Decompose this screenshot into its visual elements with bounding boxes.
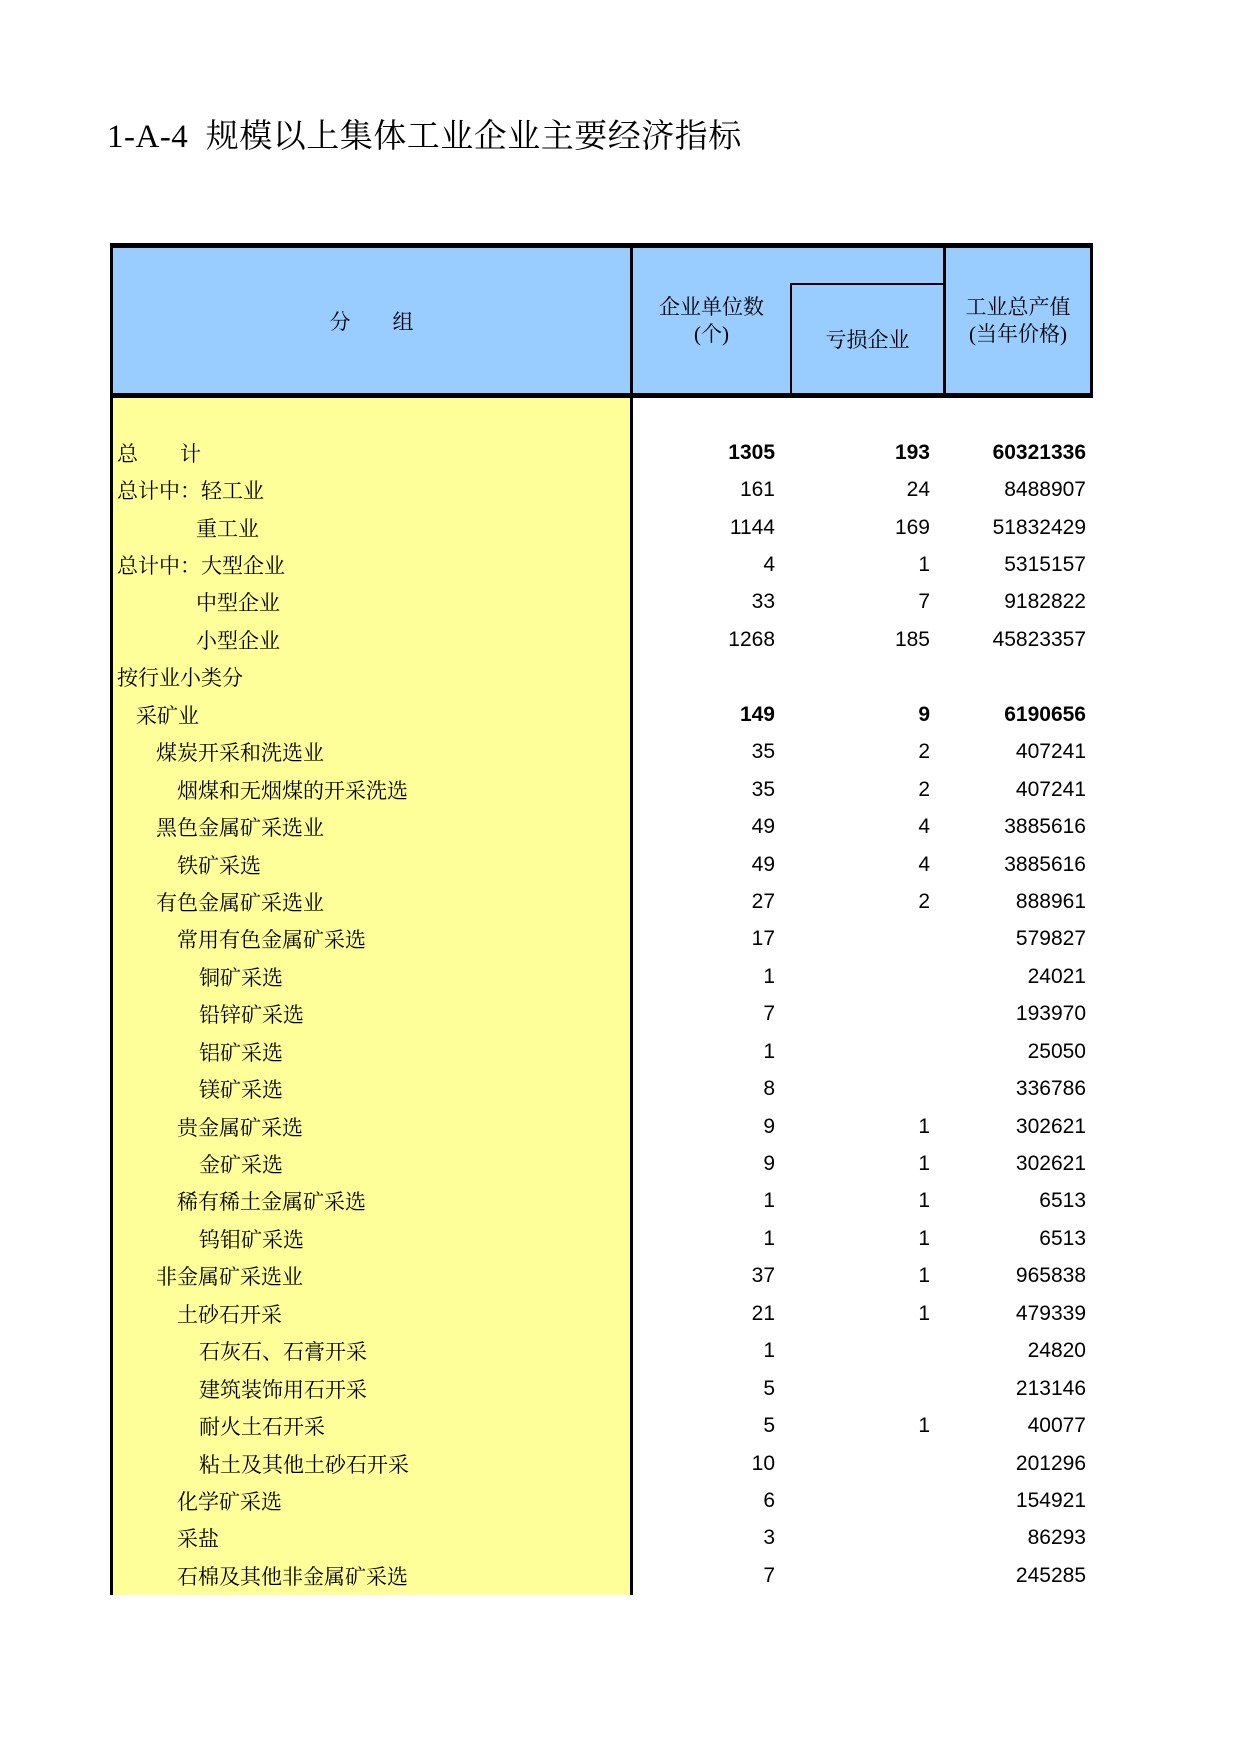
row-label: 黑色金属矿采选业 [113, 808, 633, 845]
value-gross-output: 302621 [1015, 1152, 1086, 1176]
value-gross-output: 6513 [1039, 1189, 1086, 1213]
value-loss-enterprises: 7 [918, 590, 930, 614]
value-gross-output: 9182822 [1004, 590, 1086, 614]
header-gross-output-line2: (当年价格) [969, 321, 1067, 346]
value-enterprise-count: 35 [751, 740, 775, 764]
table-row [113, 546, 1093, 583]
row-label: 重工业 [113, 509, 633, 546]
value-enterprise-count: 8 [763, 1077, 775, 1101]
value-enterprise-count: 21 [751, 1301, 775, 1325]
row-label: 采盐 [113, 1520, 633, 1557]
value-gross-output: 965838 [1015, 1264, 1086, 1288]
value-gross-output: 579827 [1015, 927, 1086, 951]
row-label: 总 计 [113, 434, 633, 471]
header-loss-enterprises: 亏损企业 [790, 283, 943, 393]
row-label: 建筑装饰用石开采 [113, 1370, 633, 1407]
row-label: 金矿采选 [113, 1145, 633, 1182]
value-gross-output: 245285 [1015, 1563, 1086, 1587]
table-row [113, 1370, 1093, 1407]
table-row [113, 1333, 1093, 1370]
value-loss-enterprises: 2 [918, 740, 930, 764]
value-loss-enterprises: 1 [918, 1226, 930, 1250]
spacer-row [113, 398, 1093, 434]
value-loss-enterprises: 4 [918, 852, 930, 876]
row-label: 石灰石、石膏开采 [113, 1333, 633, 1370]
value-gross-output: 213146 [1015, 1376, 1086, 1400]
value-enterprise-count: 9 [763, 1152, 775, 1176]
table-row [113, 958, 1093, 995]
value-loss-enterprises: 1 [918, 1152, 930, 1176]
value-enterprise-count: 5 [763, 1414, 775, 1438]
value-gross-output: 336786 [1015, 1077, 1086, 1101]
table-row [113, 1220, 1093, 1257]
table-row [113, 659, 1093, 696]
value-gross-output: 302621 [1015, 1114, 1086, 1138]
table-row [113, 921, 1093, 958]
value-gross-output: 6190656 [1004, 702, 1086, 726]
value-gross-output: 3885616 [1004, 815, 1086, 839]
header-gross-output [946, 248, 1090, 393]
row-label: 化学矿采选 [113, 1482, 633, 1519]
value-gross-output: 888961 [1015, 889, 1086, 913]
value-gross-output: 193970 [1015, 1002, 1086, 1026]
row-label: 耐火土石开采 [113, 1407, 633, 1444]
row-label: 小型企业 [113, 621, 633, 658]
table-header [110, 243, 1093, 398]
row-label: 稀有稀土金属矿采选 [113, 1183, 633, 1220]
table-row [113, 1258, 1093, 1295]
value-gross-output: 8488907 [1004, 478, 1086, 502]
value-gross-output: 479339 [1015, 1301, 1086, 1325]
table-body [110, 398, 1093, 1595]
value-gross-output: 6513 [1039, 1226, 1086, 1250]
value-enterprise-count: 4 [763, 553, 775, 577]
value-gross-output: 60321336 [992, 440, 1086, 464]
row-label [113, 398, 633, 434]
value-enterprise-count: 5 [763, 1376, 775, 1400]
value-loss-enterprises: 185 [894, 627, 930, 651]
value-loss-enterprises: 1 [918, 1301, 930, 1325]
header-enterprise-count-line2: (个) [694, 321, 729, 346]
value-loss-enterprises: 1 [918, 1414, 930, 1438]
value-enterprise-count: 149 [739, 702, 775, 726]
row-label: 铁矿采选 [113, 846, 633, 883]
value-gross-output: 40077 [1027, 1414, 1086, 1438]
table-row [113, 883, 1093, 920]
table-row [113, 1407, 1093, 1444]
value-enterprise-count: 1 [763, 1339, 775, 1363]
value-enterprise-count: 9 [763, 1114, 775, 1138]
value-loss-enterprises: 1 [918, 1264, 930, 1288]
value-enterprise-count: 33 [751, 590, 775, 614]
table-row [113, 471, 1093, 508]
table-row [113, 434, 1093, 471]
value-enterprise-count: 7 [763, 1563, 775, 1587]
value-gross-output: 24021 [1027, 964, 1086, 988]
value-enterprise-count: 1144 [729, 515, 775, 539]
row-label: 非金属矿采选业 [113, 1258, 633, 1295]
value-gross-output: 201296 [1015, 1451, 1086, 1475]
value-enterprise-count: 1 [763, 1189, 775, 1213]
value-gross-output: 86293 [1027, 1526, 1086, 1550]
value-enterprise-count: 35 [751, 777, 775, 801]
row-label: 烟煤和无烟煤的开采洗选 [113, 771, 633, 808]
row-label: 土砂石开采 [113, 1295, 633, 1332]
table-row [113, 621, 1093, 658]
value-enterprise-count: 17 [751, 927, 775, 951]
value-loss-enterprises: 24 [906, 478, 930, 502]
table-row [113, 1557, 1093, 1594]
row-label: 采矿业 [113, 696, 633, 733]
value-enterprise-count: 1 [763, 964, 775, 988]
value-loss-enterprises: 9 [918, 702, 930, 726]
value-loss-enterprises: 2 [918, 777, 930, 801]
table-row [113, 996, 1093, 1033]
table-row [113, 696, 1093, 733]
value-loss-enterprises: 4 [918, 815, 930, 839]
row-label: 铝矿采选 [113, 1033, 633, 1070]
value-gross-output: 407241 [1015, 777, 1086, 801]
row-label: 按行业小类分 [113, 659, 633, 696]
value-gross-output: 407241 [1015, 740, 1086, 764]
table-row [113, 808, 1093, 845]
value-gross-output: 5315157 [1004, 553, 1086, 577]
header-enterprise-count-cell [633, 248, 946, 393]
value-enterprise-count: 1 [763, 1039, 775, 1063]
value-gross-output: 45823357 [992, 627, 1086, 651]
table-row [113, 1033, 1093, 1070]
row-label: 煤炭开采和洗选业 [113, 734, 633, 771]
row-label: 铅锌矿采选 [113, 996, 633, 1033]
value-loss-enterprises: 169 [894, 515, 930, 539]
row-label: 有色金属矿采选业 [113, 883, 633, 920]
value-enterprise-count: 1 [763, 1226, 775, 1250]
row-label: 总计中：轻工业 [113, 471, 633, 508]
value-enterprise-count: 161 [739, 478, 775, 502]
value-loss-enterprises: 1 [918, 1189, 930, 1213]
table-row [113, 846, 1093, 883]
header-gross-output-line1: 工业总产值 [965, 294, 1071, 319]
table-row [113, 1145, 1093, 1182]
table-row [113, 734, 1093, 771]
value-loss-enterprises: 193 [894, 440, 930, 464]
value-gross-output: 25050 [1027, 1039, 1086, 1063]
table-row [113, 771, 1093, 808]
table-row [113, 1482, 1093, 1519]
row-label: 铜矿采选 [113, 958, 633, 995]
table-row [113, 1445, 1093, 1482]
value-loss-enterprises: 1 [918, 1114, 930, 1138]
header-enterprise-count [633, 248, 790, 393]
value-gross-output: 51832429 [992, 515, 1086, 539]
table-row [113, 1183, 1093, 1220]
table-row [113, 584, 1093, 621]
value-gross-output: 24820 [1027, 1339, 1086, 1363]
row-label: 钨钼矿采选 [113, 1220, 633, 1257]
value-enterprise-count: 10 [751, 1451, 775, 1475]
row-label: 粘土及其他土砂石开采 [113, 1445, 633, 1482]
value-enterprise-count: 37 [751, 1264, 775, 1288]
value-enterprise-count: 7 [763, 1002, 775, 1026]
row-label: 常用有色金属矿采选 [113, 921, 633, 958]
value-loss-enterprises: 1 [918, 553, 930, 577]
row-label: 镁矿采选 [113, 1070, 633, 1107]
value-enterprise-count: 49 [751, 815, 775, 839]
page-title: 1-A-4 规模以上集体工业企业主要经济指标 [107, 119, 742, 155]
value-enterprise-count: 49 [751, 852, 775, 876]
row-label: 总计中：大型企业 [113, 546, 633, 583]
header-group: 分 组 [113, 248, 633, 393]
table-row [113, 509, 1093, 546]
table-row [113, 1108, 1093, 1145]
table-row [113, 1520, 1093, 1557]
value-gross-output: 154921 [1015, 1488, 1086, 1512]
table-row [113, 1295, 1093, 1332]
value-gross-output: 3885616 [1004, 852, 1086, 876]
row-label: 中型企业 [113, 584, 633, 621]
value-enterprise-count: 27 [751, 889, 775, 913]
value-enterprise-count: 6 [763, 1488, 775, 1512]
value-enterprise-count: 3 [763, 1526, 775, 1550]
header-enterprise-count-line1: 企业单位数 [659, 294, 764, 319]
table-row [113, 1070, 1093, 1107]
value-enterprise-count: 1268 [728, 627, 775, 651]
row-label: 石棉及其他非金属矿采选 [113, 1557, 633, 1594]
value-enterprise-count: 1305 [728, 440, 775, 464]
row-label: 贵金属矿采选 [113, 1108, 633, 1145]
value-loss-enterprises: 2 [918, 889, 930, 913]
